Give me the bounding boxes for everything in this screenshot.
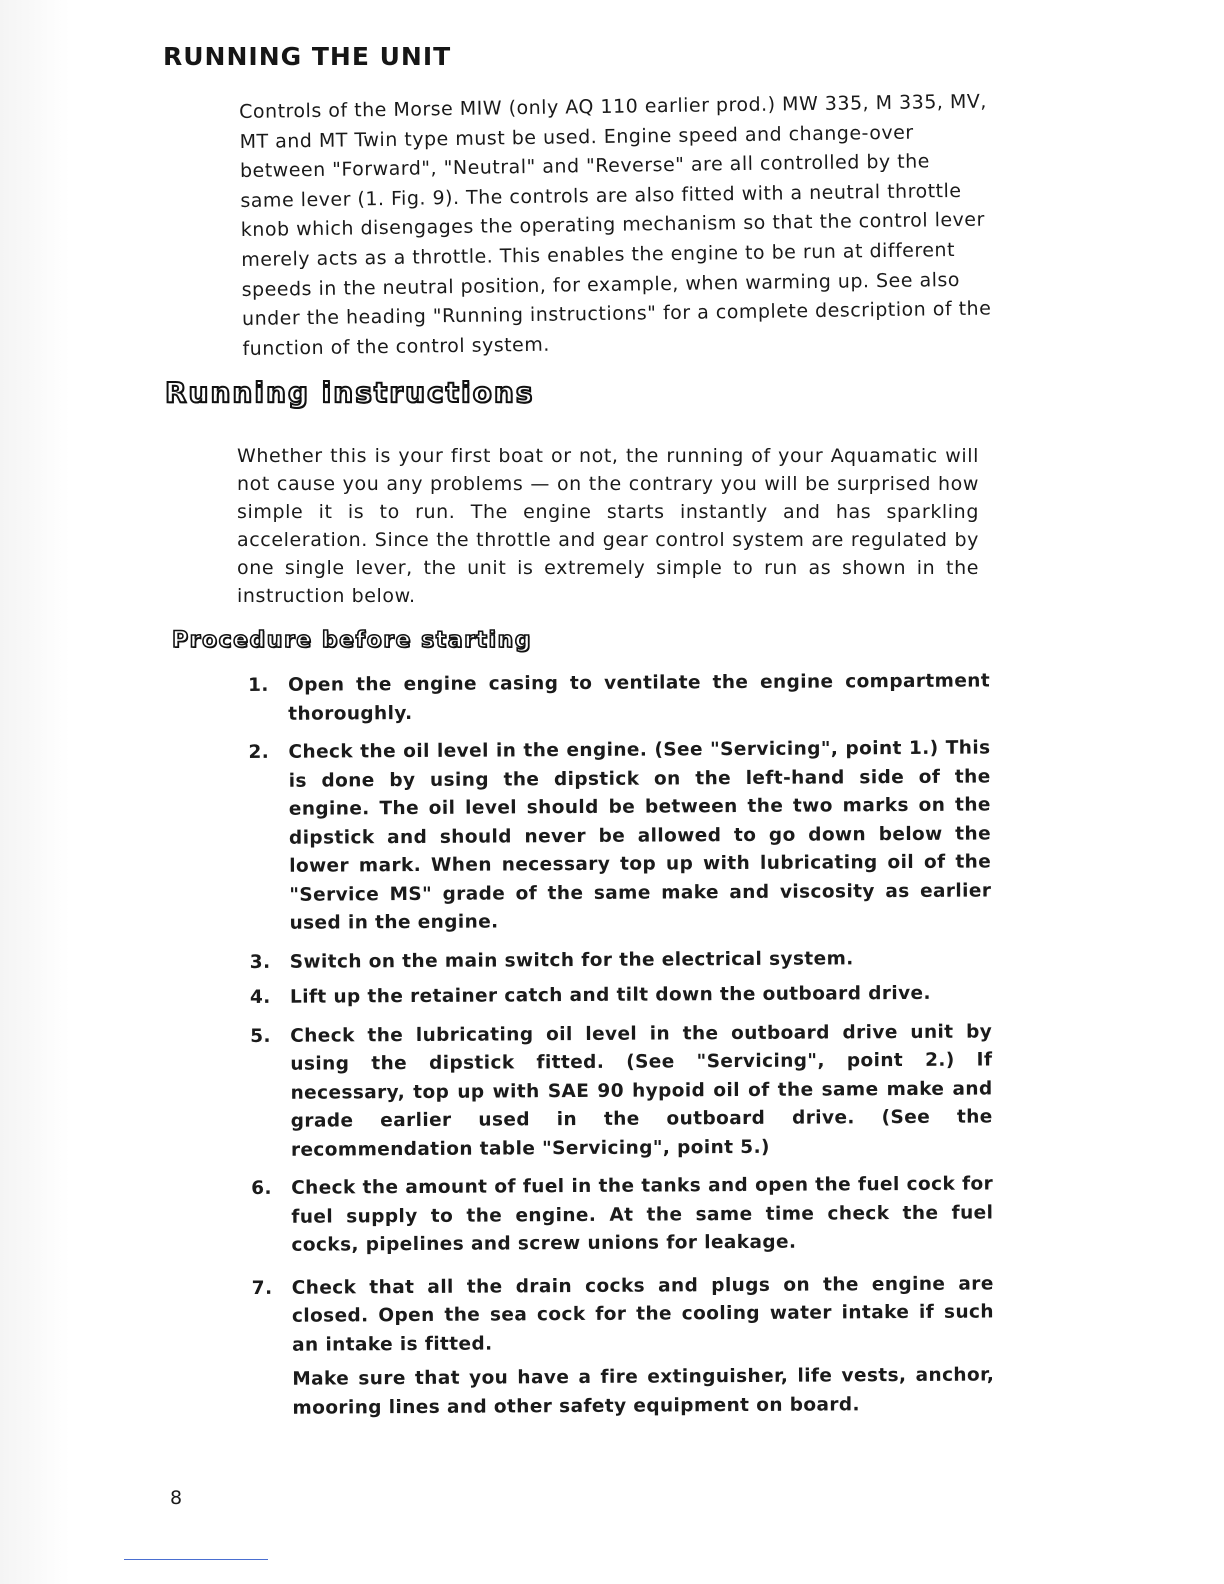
step-text: Lift up the retainer catch and tilt down the outboard drive.	[289, 982, 931, 1008]
page-number: 8	[170, 1487, 183, 1509]
footnote-divider	[124, 1559, 268, 1560]
step-text: Check the oil level in the engine. (See "Servicing", point 1.) This is done by using the dipstick on the left-hand side of the engine. The oil level should be between the two marks on the dipstick and should never be allowed to go down below the lower mark. When necessary top up with lubricating oil of the "Service MS" grade of the same make and viscosity as earlier used in the engine.	[288, 737, 992, 934]
step-text: Check that all the drain cocks and plugs on the engine are closed. Open the sea cock for the cooling water intake if such an intake is fitted.	[291, 1272, 994, 1356]
procedure-steps-list	[248, 667, 995, 1423]
procedure-step	[250, 979, 992, 1012]
procedure-step	[251, 1170, 994, 1260]
page-edge-shadow	[0, 0, 70, 1584]
section-title: RUNNING THE UNIT	[163, 42, 452, 71]
step-text: Switch on the main switch for the electrical system.	[289, 947, 854, 973]
step-number: 5.	[250, 1025, 271, 1047]
step-text: Open the engine casing to ventilate the engine compartment thoroughly.	[288, 670, 991, 725]
procedure-step	[252, 1270, 995, 1423]
safety-note: Make sure that you have a fire extinguisher, life vests, anchor, mooring lines and other safety equipment on board.	[292, 1364, 995, 1419]
step-text: Check the amount of fuel in the tanks and open the fuel cock for fuel supply to the engine. At the same time check the fuel cocks, pipelines and screw unions for leakage.	[291, 1173, 994, 1256]
intro-paragraph: Controls of the Morse MIW (only AQ 110 earlier prod.) MW 335, M 335, MV, MT and MT Twin type must be used. Engine speed and change-over between "Forward", "Neutral" and "Reverse" are all controlled by the same lever (1. Fig. 9). The controls are also fitted with a neutral throttle knob which disengages the operating mechanism so that the control lever merely acts as a throttle. This enables the engine to be run at different speeds in the neutral position, for example, when warming up. See also under the heading "Running instructions" for a complete description of the function of the control system.	[239, 90, 992, 360]
step-number: 6.	[251, 1177, 272, 1199]
procedure-heading: Procedure before starting	[172, 628, 532, 653]
procedure-step	[250, 1018, 993, 1165]
step-number: 7.	[251, 1277, 273, 1299]
running-instructions-paragraph: Whether this is your first boat or not, the running of your Aquamatic will not cause you any problems — on the contrary you will be surprised how simple it is to run. The engine starts instantly and has sparkling acceleration. Since the throttle and gear control system are regulated by one single lever, the unit is extremely simple to run as shown in the instruction below.	[237, 445, 979, 607]
procedure-step	[248, 734, 991, 938]
procedure-step	[248, 667, 990, 729]
running-instructions-heading: Running instructions	[165, 376, 535, 409]
step-number: 3.	[249, 951, 271, 973]
procedure-step	[250, 944, 992, 977]
step-number: 1.	[248, 674, 269, 696]
step-number: 4.	[249, 986, 271, 1008]
step-number: 2.	[248, 741, 270, 763]
step-text: Check the lubricating oil level in the outboard drive unit by using the dipstick fitted. (See "Servicing", point 2.) If necessary, top up with SAE 90 hypoid oil of the same make and grade earlier used in the outboard drive. (See the recommendation table "Servicing", point 5.)	[290, 1020, 993, 1161]
